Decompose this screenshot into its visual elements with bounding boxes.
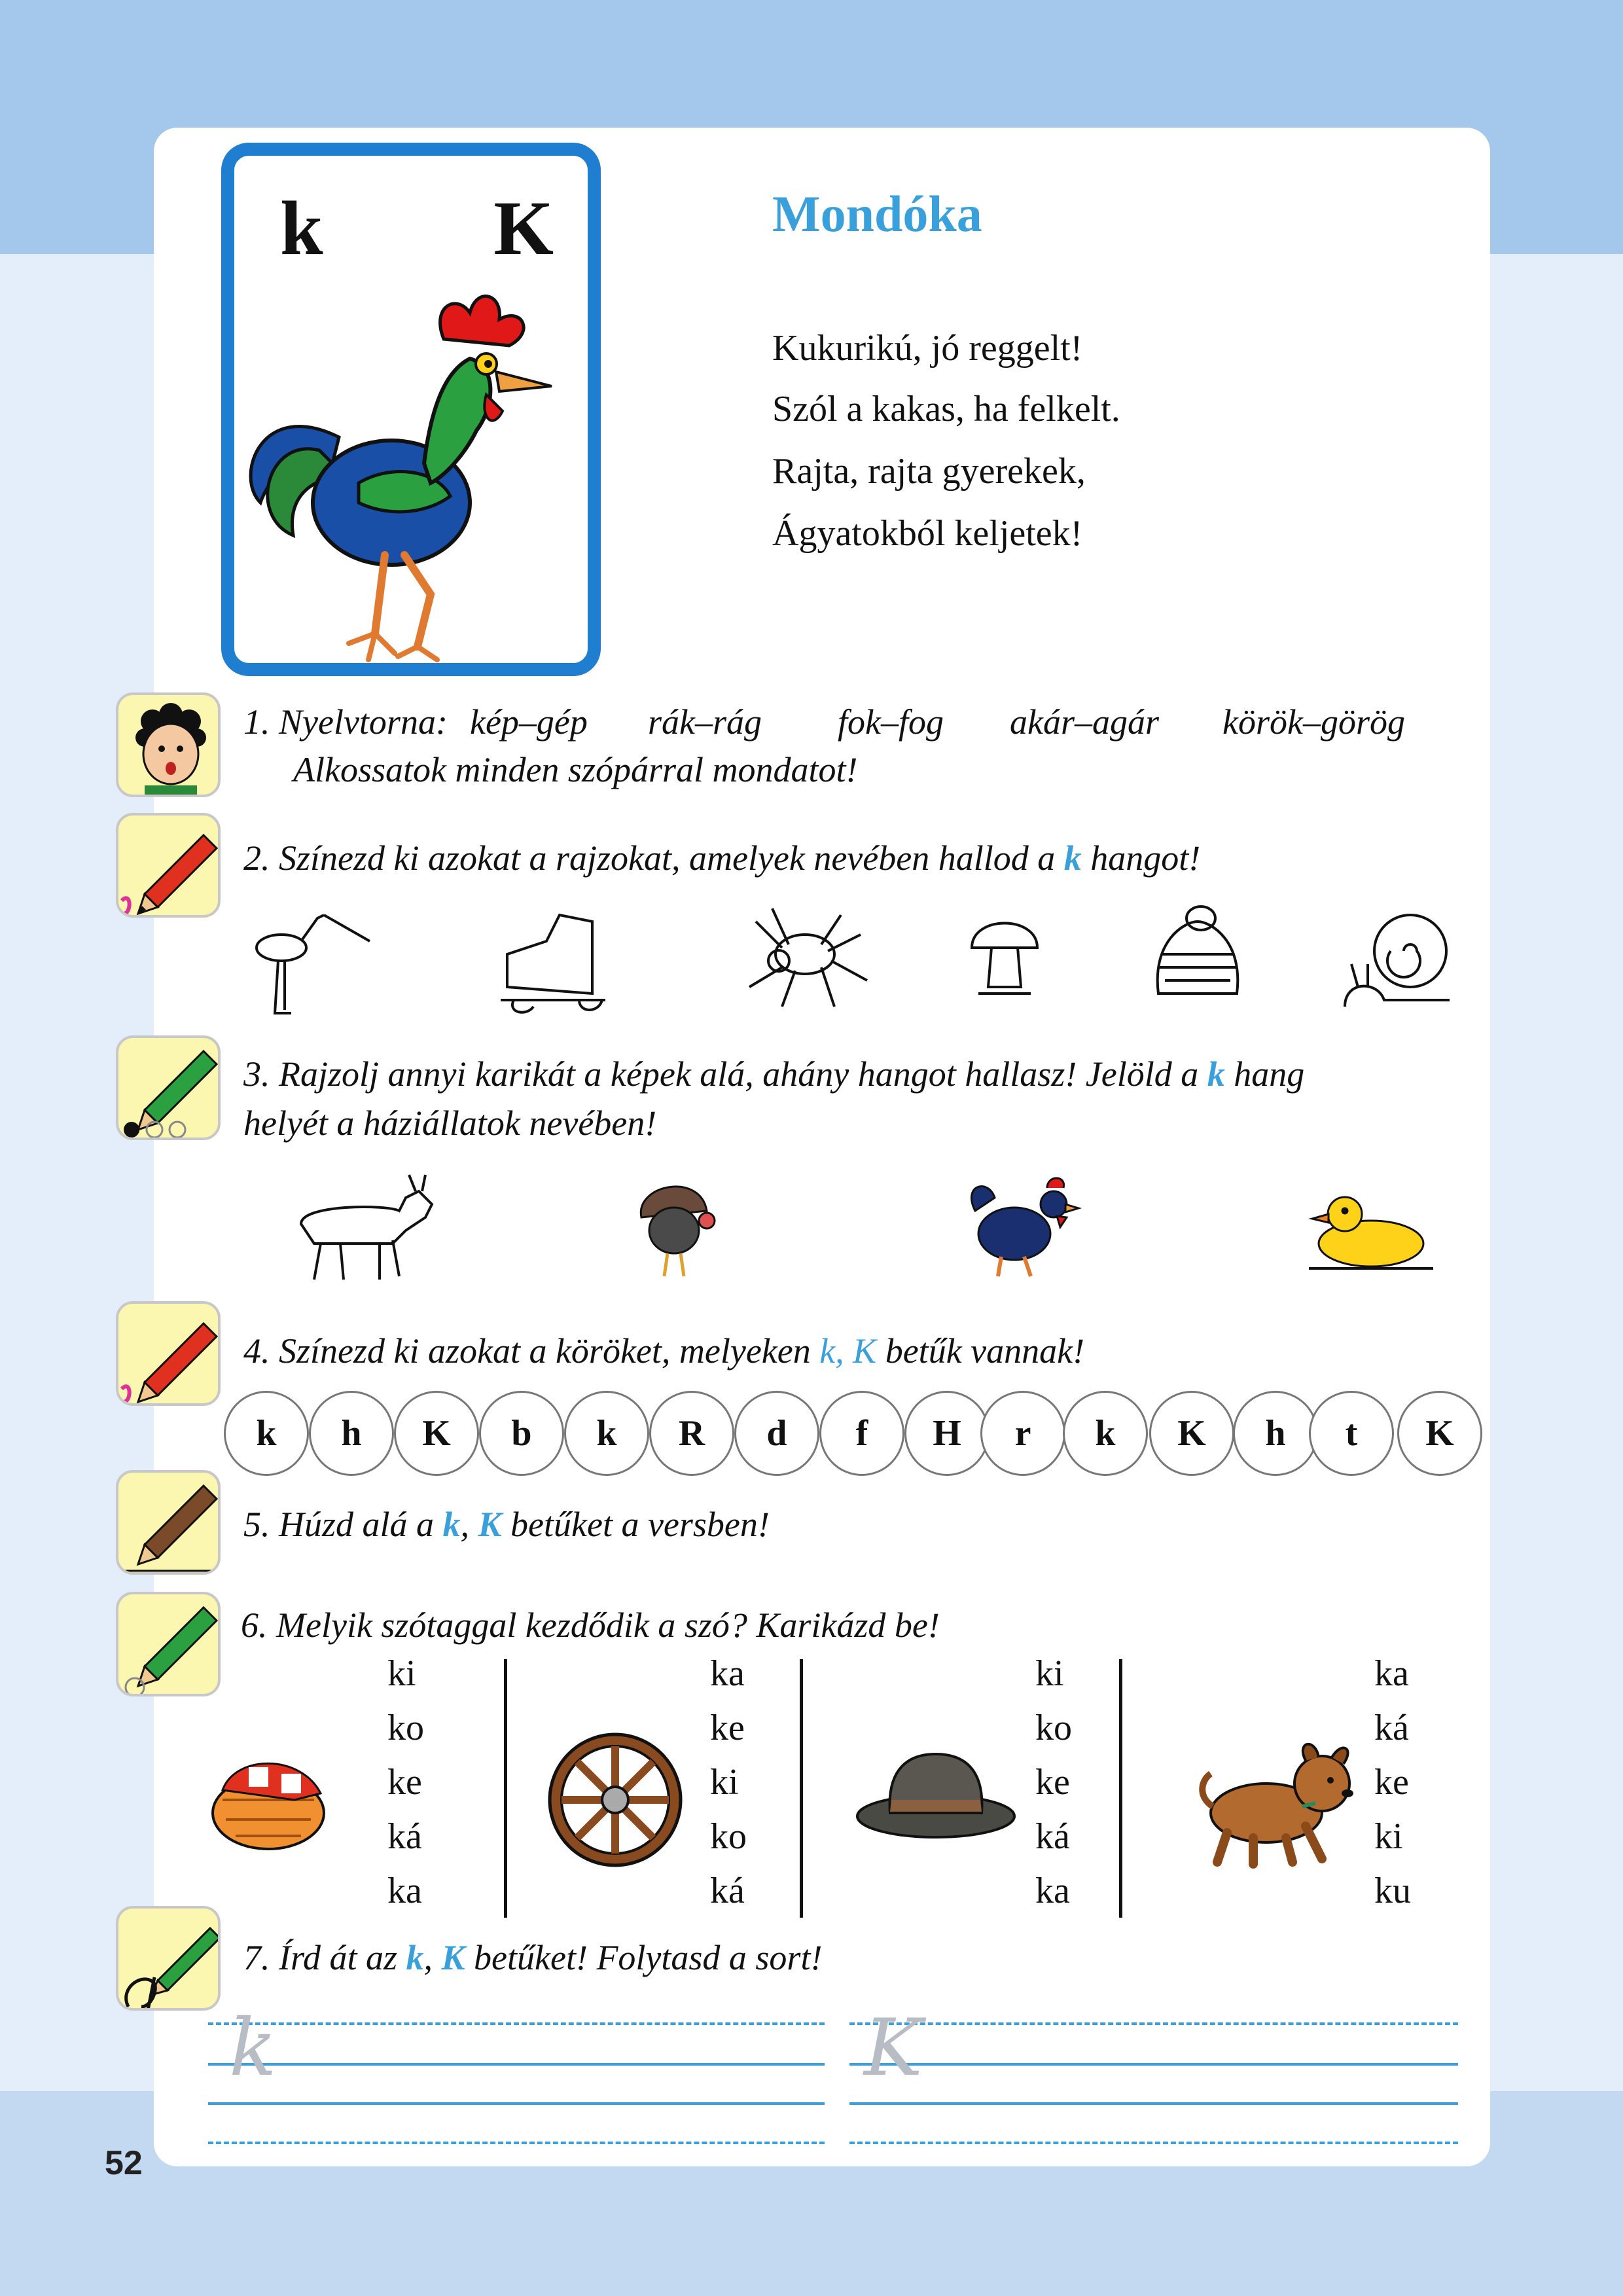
speaking-child-icon: [116, 692, 221, 797]
letter-card: [221, 143, 601, 676]
task3-instruction: [243, 1054, 1304, 1094]
syllable[interactable]: ka: [387, 1871, 422, 1911]
separator: ,: [423, 1938, 442, 1977]
task6-text: Melyik szótaggal kezdődik a szó? Karikázd be!: [276, 1605, 940, 1645]
green-pencil-dots-icon: [116, 1035, 221, 1140]
letter-circle[interactable]: h: [1233, 1391, 1318, 1476]
rooster-illustration: [234, 267, 588, 673]
letter-circle[interactable]: d: [734, 1391, 819, 1476]
task2-text-end: hangot!: [1081, 838, 1201, 878]
task3-number: 3.: [243, 1054, 270, 1094]
poem-line: Rajta, rajta gyerekek,: [772, 451, 1086, 492]
syllable[interactable]: ke: [1035, 1762, 1070, 1803]
green-pencil-cursive-icon: [116, 1906, 221, 2011]
syllable[interactable]: ke: [1374, 1762, 1409, 1803]
task5-text: Húzd alá a: [279, 1505, 443, 1544]
syllable[interactable]: ko: [1035, 1708, 1072, 1748]
task7-number: 7.: [243, 1938, 270, 1977]
letter-circle[interactable]: t: [1309, 1391, 1394, 1476]
task4-text: Színezd ki azokat a köröket, melyeken: [279, 1331, 820, 1371]
letter-circle[interactable]: K: [394, 1391, 479, 1476]
brown-pencil-icon: [116, 1470, 221, 1575]
handwriting-base-line: [849, 2102, 1458, 2105]
task4-number: 4.: [243, 1331, 270, 1371]
task1-word-pair: rák–rág: [648, 702, 762, 742]
syllable[interactable]: ká: [710, 1871, 745, 1911]
syllable[interactable]: ki: [1035, 1653, 1064, 1694]
syllable[interactable]: ku: [1374, 1871, 1411, 1911]
red-pencil-icon: [116, 1301, 221, 1406]
task2-text: Színezd ki azokat a rajzokat, amelyek nevében hallod a: [279, 838, 1064, 878]
model-letter: K: [864, 2003, 923, 2094]
handwriting-mid-line: [208, 2063, 825, 2066]
highlight-letter: K: [441, 1938, 465, 1977]
syllable[interactable]: ke: [387, 1762, 422, 1803]
task1-line1: [243, 702, 448, 742]
handwriting-bottom-line[interactable]: [208, 2142, 825, 2144]
syllable[interactable]: ka: [1374, 1653, 1409, 1694]
syllable[interactable]: ká: [1374, 1708, 1409, 1748]
syllable[interactable]: ko: [710, 1816, 747, 1857]
poem-line: Kukurikú, jó reggelt!: [772, 328, 1083, 368]
task6-number: 6.: [241, 1605, 268, 1645]
knit-cap-picture: [1158, 906, 1238, 994]
hat-picture: [851, 1741, 1021, 1846]
task5-text-end: betűket a versben!: [501, 1505, 770, 1544]
green-pencil-circle-icon: [116, 1592, 221, 1696]
syllable[interactable]: ki: [387, 1653, 416, 1694]
highlight-letter: k: [406, 1938, 424, 1977]
highlight-letters: k, K: [819, 1331, 877, 1371]
task3-picture-row: [281, 1165, 1446, 1289]
handwriting-top-line: [208, 2022, 825, 2025]
task3-text: Rajzolj annyi karikát a képek alá, ahány hangot hallasz! Jelöld a: [279, 1054, 1207, 1094]
task2-number: 2.: [243, 838, 270, 878]
task7-instruction: [243, 1937, 822, 1978]
poem-line: Szól a kakas, ha felkelt.: [772, 389, 1120, 429]
task1-line2: Alkossatok minden szópárral mondatot!: [293, 750, 858, 789]
task3-line2: helyét a háziállatok nevében!: [243, 1103, 657, 1143]
task2-picture-row: [245, 902, 1463, 1033]
stork-picture: [257, 915, 370, 1013]
highlight-letter: k: [442, 1505, 461, 1544]
task5-number: 5.: [243, 1505, 270, 1544]
mushroom-picture: [972, 924, 1037, 994]
letter-circle[interactable]: H: [904, 1391, 990, 1476]
letter-circle[interactable]: k: [1063, 1391, 1148, 1476]
duck-picture: [1309, 1197, 1433, 1268]
snail-picture: [1345, 915, 1450, 1007]
task7-text-end: betűket! Folytasd a sort!: [465, 1938, 823, 1977]
task2-instruction: [243, 838, 1200, 878]
handwriting-mid-line: [849, 2063, 1458, 2066]
task1-number: 1.: [243, 702, 270, 742]
red-pencil-icon: [116, 813, 221, 918]
turkey-picture: [641, 1187, 715, 1276]
letter-circle[interactable]: r: [980, 1391, 1065, 1476]
task7-text: Írd át az: [279, 1938, 406, 1977]
letter-circle[interactable]: K: [1149, 1391, 1234, 1476]
column-divider: [1119, 1659, 1122, 1918]
task1-label: Nyelvtorna:: [279, 702, 448, 742]
letter-circle[interactable]: K: [1397, 1391, 1482, 1476]
roller-skate-picture: [501, 915, 605, 1013]
task1-word-pair: akár–agár: [1010, 702, 1159, 742]
poem-line: Ágyatokból keljetek!: [772, 513, 1083, 554]
handwriting-bottom-line[interactable]: [849, 2142, 1458, 2144]
card-lowercase-letter: k: [280, 185, 323, 271]
syllable[interactable]: ki: [1374, 1816, 1403, 1857]
syllable[interactable]: ka: [1035, 1871, 1070, 1911]
column-divider: [504, 1659, 507, 1918]
card-uppercase-letter: K: [493, 185, 554, 271]
letter-circle[interactable]: f: [819, 1391, 904, 1476]
dog-picture: [1181, 1734, 1371, 1872]
handwriting-base-line: [208, 2102, 825, 2105]
task3-text-end: hang: [1224, 1054, 1305, 1094]
letter-circle[interactable]: h: [309, 1391, 394, 1476]
task5-instruction: [243, 1504, 770, 1545]
syllable[interactable]: ka: [710, 1653, 745, 1694]
task1-word-pair: körök–görög: [1222, 702, 1405, 742]
syllable[interactable]: ká: [1035, 1816, 1070, 1857]
syllable[interactable]: ke: [710, 1708, 745, 1748]
rooster-picture: [971, 1178, 1079, 1276]
letter-circle[interactable]: k: [564, 1391, 649, 1476]
separator: ,: [460, 1505, 478, 1544]
handwriting-top-line: [849, 2022, 1458, 2025]
page-number: 52: [105, 2144, 143, 2182]
highlight-letter: k: [1207, 1054, 1225, 1094]
letter-circle[interactable]: b: [479, 1391, 564, 1476]
model-letter: k: [229, 2003, 277, 2094]
column-divider: [800, 1659, 803, 1918]
letter-circle[interactable]: R: [649, 1391, 734, 1476]
wheel-picture: [543, 1728, 687, 1872]
syllable[interactable]: ki: [710, 1762, 739, 1803]
highlight-letter: K: [478, 1505, 502, 1544]
poem-title: Mondóka: [772, 185, 982, 242]
letter-circle[interactable]: k: [224, 1391, 309, 1476]
highlight-letter: k: [1063, 838, 1082, 878]
syllable[interactable]: ká: [387, 1816, 422, 1857]
basket-picture: [196, 1728, 347, 1859]
task1-word-pair: fok–fog: [838, 702, 944, 742]
task6-instruction: [241, 1605, 940, 1645]
spider-picture: [749, 908, 867, 1007]
task4-instruction: [243, 1331, 1084, 1371]
task4-text-end: betűk vannak!: [876, 1331, 1085, 1371]
goat-picture: [301, 1175, 432, 1280]
task1-word-pair: kép–gép: [470, 702, 588, 742]
syllable[interactable]: ko: [387, 1708, 424, 1748]
